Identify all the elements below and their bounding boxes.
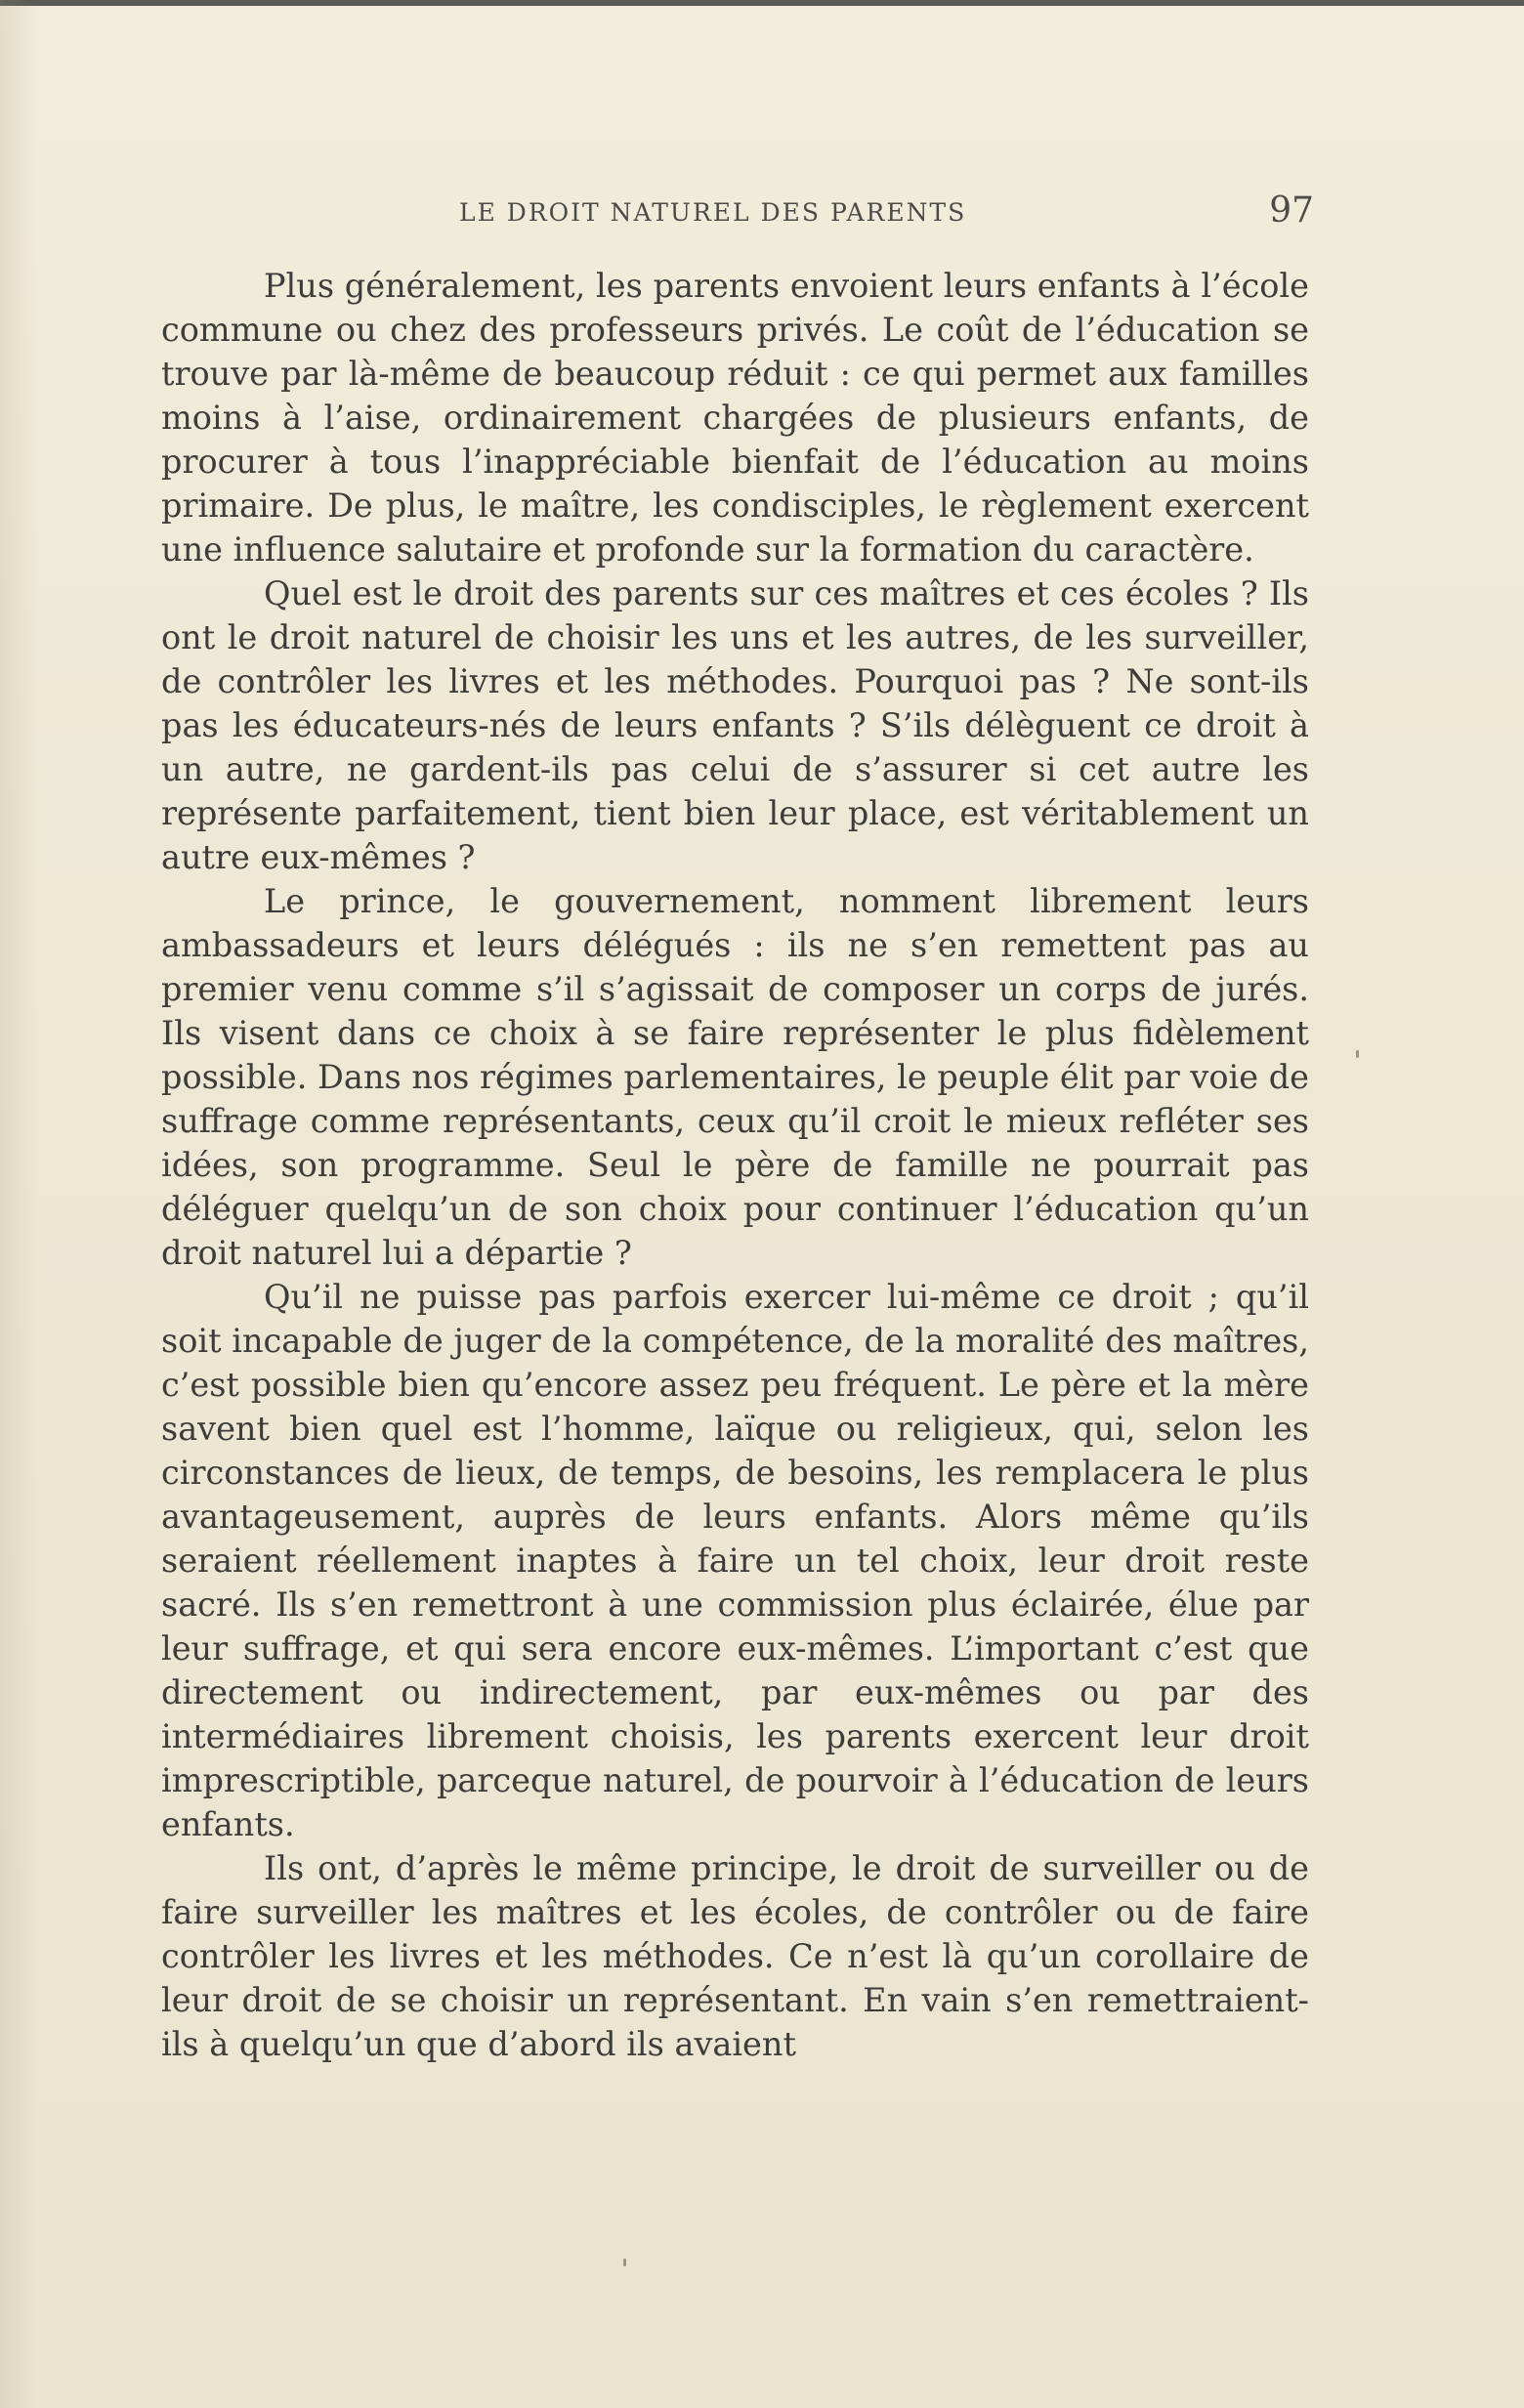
running-head — [166, 190, 1314, 249]
paragraph-3: Le prince, le gouvernement, nomment librement leurs ambassadeurs et leurs délégués : ils ne s’en remettent pas au premier venu comme s’il s’agissait de composer un corps de jurés. Ils visent dans ce choix à se faire représenter le plus fidèlement possible. Dans nos régimes parlementaires, le peuple élit par voie de suffrage comme représentants, ceux qu’il croit le mieux refléter ses idées, son programme. Seul le père de famille ne pourrait pas déléguer quelqu’un de son choix pour continuer l’éducation qu’un droit naturel lui a départie ? — [161, 882, 1309, 1272]
page-edge-shadow — [0, 0, 39, 2408]
top-edge-rule — [0, 0, 1524, 6]
paragraph-4: Qu’il ne puisse pas parfois exercer lui-même ce droit ; qu’il soit incapable de juger de la compétence, de la moralité des maîtres, c’est possible bien qu’encore assez peu fréquent. Le père et la mère savent bien quel est l’homme, laïque ou religieux, qui, selon les circonstances de lieux, de temps, de besoins, les remplacera le plus avantageusement, auprès de leurs enfants. Alors même qu’ils seraient réellement inaptes à faire un tel choix, leur droit reste sacré. Ils s’en remettront à une commission plus éclairée, élue par leur suffrage, et qui sera encore eux-mêmes. L’important c’est que directement ou indirectement, par eux-mêmes ou par des intermédiaires librement choisis, les parents exercent leur droit imprescriptible, parceque naturel, de pourvoir à l’éducation de leurs enfants. — [161, 1278, 1309, 1843]
page-number: 97 — [1269, 190, 1314, 231]
paragraph-1: Plus généralement, les parents envoient leurs enfants à l’école commune ou chez des professeurs privés. Le coût de l’éducation se trouve par là-même de beaucoup réduit : ce qui permet aux familles moins à l’aise, ordinairement chargées de plusieurs enfants, de procurer à tous l’inappréciable bienfait de l’éducation au moins primaire. De plus, le maître, les condisciples, le règlement exercent une influence salutaire et profonde sur la formation du caractère. — [161, 267, 1309, 569]
paragraph-2: Quel est le droit des parents sur ces maîtres et ces écoles ? Ils ont le droit naturel de choisir les uns et les autres, de les surveiller, de contrôler les livres et les méthodes. Pourquoi pas ? Ne sont-ils pas les éducateurs-nés de leurs enfants ? S’ils délèguent ce droit à un autre, ne gardent-ils pas celui de s’assurer si cet autre les représente parfaitement, tient bien leur place, est véritablement un autre eux-mêmes ? — [161, 574, 1309, 876]
paper-speck — [623, 2259, 626, 2266]
paragraph-5: Ils ont, d’après le même principe, le droit de surveiller ou de faire surveiller les maîtres et les écoles, de contrôler ou de faire contrôler les livres et les méthodes. Ce n’est là qu’un corollaire de leur droit de se choisir un représentant. En vain s’en remettraient-ils à quelqu’un que d’abord ils avaient — [161, 1849, 1309, 2063]
margin-speck — [1356, 1050, 1359, 1058]
body-text — [161, 264, 1309, 2066]
running-title: LE DROIT NATUREL DES PARENTS — [459, 198, 967, 227]
